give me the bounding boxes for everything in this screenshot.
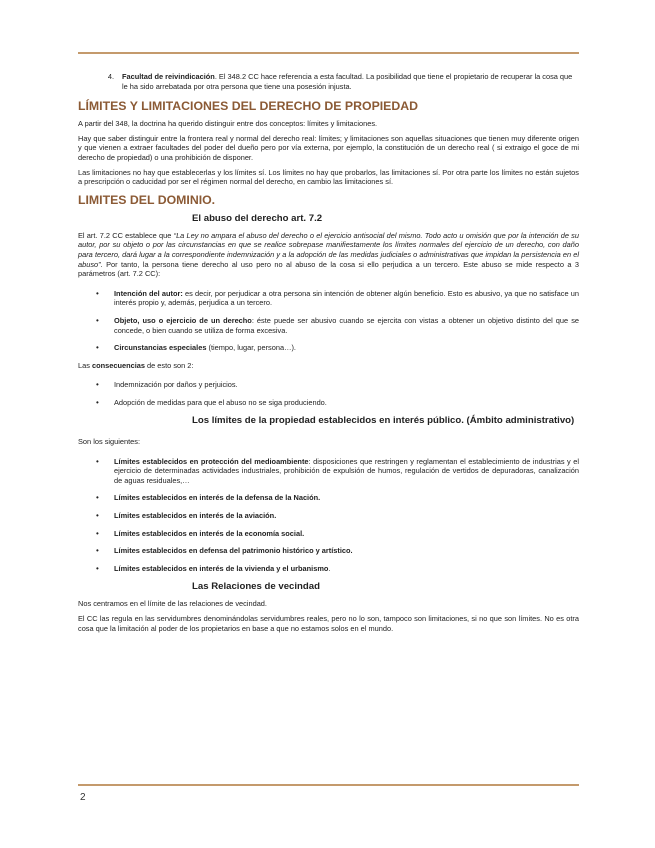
paragraph: A partir del 348, la doctrina ha querido distinguir entre dos conceptos: límites y limitaciones. (78, 119, 378, 129)
list-text: : éste puede ser abusivo cuando se ejercita con vistas a obtener un objetivo distinto del que se concede, o bien cuando se utiliza de forma excesiva. (114, 315, 579, 335)
list-term: Límites establecidos en interés de la defensa de la Nación. (114, 493, 321, 503)
bullet-icon: • (96, 546, 99, 556)
abuse-parameters-list (78, 289, 579, 353)
paragraph: Las limitaciones no hay que establecerlas y los límites sí. Los límites no hay que probarlos, las limitaciones sí. Por otra parte los límites no están sujetos a prescripción o caducidad por ser el régimen normal del derecho, en cambio las limitaciones sí. (78, 167, 579, 187)
item-text: . El 348.2 CC hace referencia a esta facultad. La posibilidad que tiene el propietario de recuperar la cosa que le ha sido arrebatada por otra persona que tiene una posesión injusta. (122, 72, 573, 91)
section-heading-limites-dominio: LIMITES DEL DOMINIO. (78, 192, 216, 207)
item-term: Facultad de reivindicación (122, 72, 215, 81)
bullet-icon: • (96, 315, 99, 325)
page-number: 2 (80, 792, 86, 803)
paragraph-consecuencias (78, 361, 579, 371)
list-term: Intención del autor: (114, 288, 183, 298)
list-item (78, 493, 579, 503)
bullet-icon: • (96, 510, 99, 520)
bullet-icon: • (96, 456, 99, 466)
list-item (78, 380, 579, 390)
list-term: Límites establecidos en protección del medioambiente (114, 456, 309, 466)
cons-term: consecuencias (91, 360, 145, 370)
paragraph-art-7-2 (78, 231, 579, 279)
list-item (78, 289, 579, 308)
list-term: Límites establecidos en interés de la economía social. (114, 528, 305, 538)
bullet-icon: • (96, 343, 99, 353)
item-number: 4. (107, 72, 114, 81)
list-item (78, 457, 579, 486)
list-term: Límites establecidos en interés de la aviación. (114, 510, 277, 520)
list-item (78, 398, 579, 408)
list-text: (tiempo, lugar, persona…). (206, 343, 296, 353)
list-term: Circunstancias especiales (114, 343, 207, 353)
art-intro: El art. 7.2 CC establece que (78, 230, 174, 240)
list-text: : disposiciones que restringen y reglamentan el establecimiento de industrias y el ejercicio de determinadas actividades industriales, prohibición de expulsión de humos, regulación de vertidos de depuradoras, canalización de aguas residuales,… (114, 456, 580, 485)
footer-rule (78, 784, 579, 786)
list-text: Adopción de medidas para que el abuso no se siga produciendo. (114, 397, 327, 407)
section-heading-limites-limitaciones: LÍMITES Y LIMITACIONES DEL DERECHO DE PROPIEDAD (78, 99, 419, 114)
list-term: Objeto, uso o ejercicio de un derecho (114, 315, 252, 325)
list-text: . (328, 563, 331, 573)
art-post: . Por tanto, la persona tiene derecho al uso pero no al abuso de la cosa si ello perjudica a un tercero. Este abuso se mide respecto a 3 parámetros (art. 7.2 CC): (78, 259, 579, 279)
list-term: Límites establecidos en defensa del patrimonio histórico y artístico. (114, 546, 353, 556)
subheading-abuso-derecho: El abuso del derecho art. 7.2 (192, 212, 323, 224)
numbered-item (78, 72, 579, 91)
list-item (78, 529, 579, 539)
list-item (78, 546, 579, 556)
item-body (122, 72, 579, 91)
list-item (78, 316, 579, 335)
consequences-list (78, 380, 579, 407)
list-term: Límites establecidos en interés de la vivienda y el urbanismo (114, 563, 329, 573)
list-item (78, 343, 579, 353)
subheading-interes-publico: Los límites de la propiedad establecidos en interés público. (Ámbito administrativo) (192, 415, 575, 427)
paragraph: Hay que saber distinguir entre la frontera real y normal del derecho real: límites; y limitaciones son aquellas situaciones que tienen muy diferente origen y que vienen a extraer facultades del poder del dueño pero por vía externa, por ejemplo, la constitución de un derecho real ( si extraigo el goce de mi derecho de propiedad) o una prohibición de disponer. (78, 133, 579, 162)
list-item (78, 511, 579, 521)
bullet-icon: • (96, 288, 99, 298)
list-text: es decir, por perjudicar a otra persona sin intención de obtener algún beneficio. Esto es abusivo, ya que no satisface un interés propio y, además, perjudica a un tercero. (114, 288, 579, 308)
bullet-icon: • (96, 493, 99, 503)
bullet-icon: • (96, 528, 99, 538)
public-interest-limits-list (78, 457, 579, 574)
bullet-icon: • (96, 380, 99, 390)
cons-post: de esto son 2: (144, 360, 194, 370)
list-text: Indemnización por daños y perjuicios. (114, 380, 238, 390)
art-quote: “La Ley no ampara el abuso del derecho o el ejercicio antisocial del mismo. Todo acto u omisión que por la intención de su autor, por su objeto o por las circunstancias en que se realice sobrepase manifiestamente los límites normales del ejercicio de un derecho, con daño para tercero, dará lugar a la correspondiente indemnización y a la adopción de las medidas judiciales o administrativas que impidan la persistencia en el abuso” (78, 230, 579, 269)
subheading-relaciones-vecindad: Las Relaciones de vecindad (192, 581, 320, 593)
cons-pre: Las (78, 360, 92, 370)
page-content (78, 72, 579, 638)
header-rule (78, 52, 579, 54)
paragraph: El CC las regula en las servidumbres denominándolas servidumbres reales, pero no lo son, tampoco son limitaciones, si no que son límites. No es otra cosa que la limitación al poder de los propietarios en base a que no estamos solos en el mundo. (78, 613, 579, 633)
paragraph: Son los siguientes: (78, 436, 141, 446)
bullet-icon: • (96, 563, 99, 573)
list-item (78, 564, 579, 574)
bullet-icon: • (96, 397, 99, 407)
paragraph: Nos centramos en el límite de las relaciones de vecindad. (78, 599, 267, 609)
